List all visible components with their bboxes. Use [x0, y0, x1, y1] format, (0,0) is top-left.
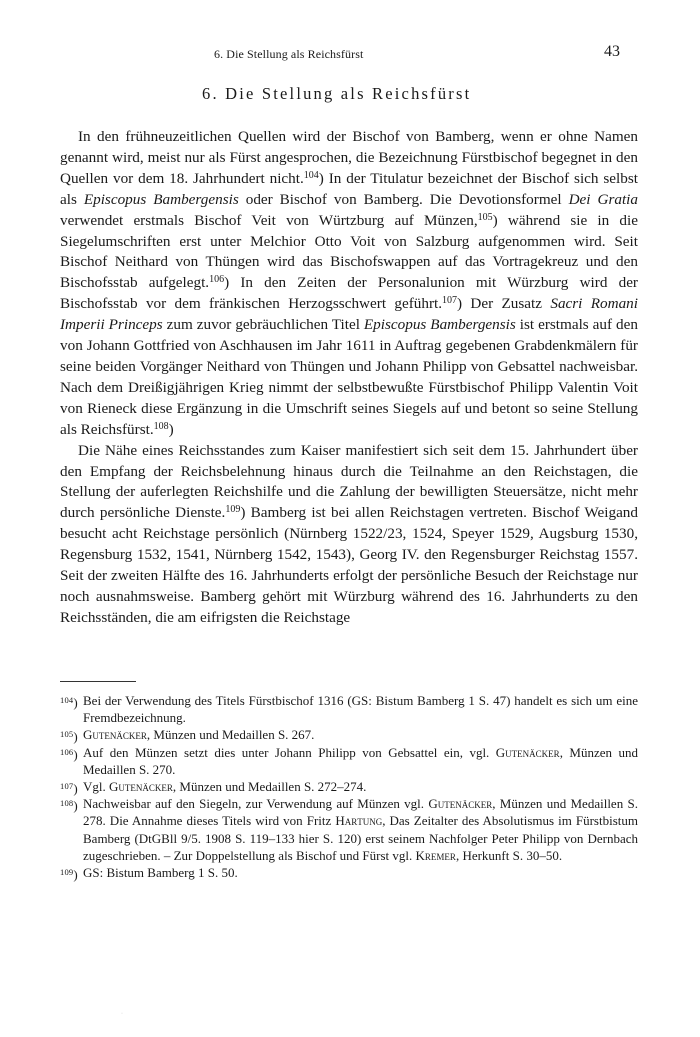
page-number: 43	[604, 43, 620, 60]
scan-speck: ·	[121, 1011, 123, 1017]
text-run: verwendet erstmals Bischof Veit von Würtzburg auf Münzen,	[60, 211, 478, 229]
footnote	[60, 744, 638, 778]
footnote-text: , Münzen und Medaillen S. 270.	[83, 744, 638, 777]
italic-term: Dei Gratia	[568, 190, 638, 208]
footnote	[60, 778, 638, 795]
text-run: zum zuvor gebräuchlichen Titel	[162, 316, 364, 334]
italic-term: Episcopus Bambergensis	[83, 190, 239, 208]
paragraph-1	[60, 127, 638, 441]
section-heading: 6. Die Stellung als Reichsfürst	[202, 84, 472, 103]
footnote	[60, 864, 638, 881]
footnote-ref: 104	[303, 169, 319, 181]
author-name: Hartung	[335, 813, 383, 829]
footnote-number: $^{104}$)	[60, 695, 78, 710]
footnote-text: , Herkunft S. 30–50.	[455, 847, 563, 863]
footnote	[60, 795, 638, 864]
footnote-text: Nachweisbar auf den Siegeln, zur Verwendung auf Münzen vgl.	[83, 796, 429, 812]
text-run: oder Bischof von Bamberg. Die Devotionsformel	[238, 190, 569, 208]
text-run: ) In der Titulatur bezeichnet der Bischof sich selbst als	[60, 169, 638, 208]
footnote-ref: 108	[153, 420, 169, 432]
footnote-ref: 105	[477, 211, 493, 223]
text-run: Die Nähe eines Reichsstandes zum Kaiser manifestiert sich seit dem 15. Jahrhundert über den Empfang der Reichsbelehnung hinaus durch die Teilnahme an den Reichstagen, die Stellung der auferlegten Reichshilfe und die Zahlung der bewilligten Steuersätze, nicht mehr durch persönliche Dienste.	[60, 441, 638, 522]
footnote-divider	[60, 681, 136, 682]
italic-term: Episcopus Bambergensis	[363, 316, 516, 334]
footnote-number: $^{109}$)	[60, 867, 78, 883]
text-run: ) Der Zusatz	[457, 295, 551, 313]
author-name: Gutenäcker	[495, 744, 560, 760]
running-head: 6. Die Stellung als Reichsfürst	[214, 47, 364, 61]
footnote-ref: 109	[225, 504, 241, 516]
footnote-number: $^{105}$)	[60, 729, 78, 745]
main-text	[60, 127, 638, 629]
footnote-text: , Münzen und Medaillen S. 278. Die Annahme dieses Titels wird von Fritz	[83, 796, 638, 829]
footnote-text: Bei der Verwendung des Titels Fürstbischof 1316 (GS: Bistum Bamberg 1 S. 47) handelt es sich um eine Fremdbezeichnung.	[83, 693, 638, 726]
footnote	[60, 726, 638, 743]
footnote-text: Auf den Münzen setzt dies unter Johann Philipp von Gebsattel ein, vgl.	[83, 744, 496, 760]
footnotes	[60, 692, 638, 881]
footnote-number: $^{107}$)	[60, 781, 78, 797]
italic-term: Sacri Romani Imperii Princeps	[60, 295, 638, 334]
text-run: ) In den Zeiten der Personalunion mit Würzburg wird der Bischofsstab vor dem fränkischen Herzogsschwert geführt.	[60, 274, 638, 313]
footnote-number: $^{108}$)	[60, 798, 78, 814]
paragraph-2	[60, 441, 638, 629]
text-run: ) während sie in die Siegelumschriften erst unter Melchior Otto Voit von Salzburg aufgenommen wird. Seit Bischof Neithard von Thüngen wird das Bischofswappen auf das Vortragekreuz und den Bischofsstab aufgelegt.	[60, 211, 638, 292]
text-run: In den frühneuzeitlichen Quellen wird der Bischof von Bamberg, wenn er ohne Namen genannt wird, meist nur als Fürst angesprochen, die Bezeichnung Fürstbischof begegnet in den Quellen vor dem 18. Jahrhundert nicht.	[60, 128, 638, 187]
author-name: Gutenäcker	[83, 727, 147, 743]
footnote-ref: 107	[442, 295, 458, 307]
text-run: ist erstmals auf den von Johann Gottfried von Aschhausen im Jahr 1611 in Auftrag gegebenen Grabdenkmälern für seine beiden Vorgänger Neithard von Thüngen und Johann Philipp von Gebsattel nachweisbar. Nach dem Dreißigjährigen Krieg nimmt der selbstbewußte Fürstbischof Philipp Valentin Voit von Rieneck diese Ergänzung in die Umschrift seines Siegels auf und betont so seine Stellung als Reichsfürst.	[60, 316, 638, 438]
footnote-ref: 106	[209, 274, 225, 286]
author-name: Gutenäcker	[428, 796, 493, 812]
footnote-text: Vgl.	[83, 779, 109, 795]
text-run: )	[168, 420, 174, 438]
footnote-number: $^{106}$)	[60, 746, 78, 762]
author-name: Gutenäcker	[109, 779, 173, 795]
footnote-text: GS: Bistum Bamberg 1 S. 50.	[83, 865, 238, 881]
footnote-text: , Das Zeitalter des Absolutismus im Fürstbistum Bamberg (DtGBll 9/5. 1908 S. 119–133 hier S. 120) erst seinem Nachfolger Peter Philipp von Dernbach zugeschrieben. – Zur Doppelstellung als Bischof und Fürst vgl.	[83, 813, 638, 863]
footnote	[60, 692, 638, 726]
author-name: Kremer	[415, 847, 456, 863]
footnote-text: , Münzen und Medaillen S. 267.	[146, 727, 315, 743]
text-run: ) Bamberg ist bei allen Reichstagen vertreten. Bischof Weigand besucht acht Reichstage persönlich (Nürnberg 1522/23, 1524, Speyer 1529, Augsburg 1530, Regensburg 1532, 1541, Nürnberg 1542, 1543), Georg IV. den Regensburger Reichstag 1557. Seit der zweiten Hälfte des 16. Jahrhunderts erfolgt der persönliche Besuch der Reichstage nur noch ausnahmsweise. Bamberg gehört mit Würzburg während des 16. Jahrhunderts zu den Reichsständen, die am eifrigsten die Reichstage	[60, 504, 638, 626]
footnote-text: , Münzen und Medaillen S. 272–274.	[172, 779, 367, 795]
